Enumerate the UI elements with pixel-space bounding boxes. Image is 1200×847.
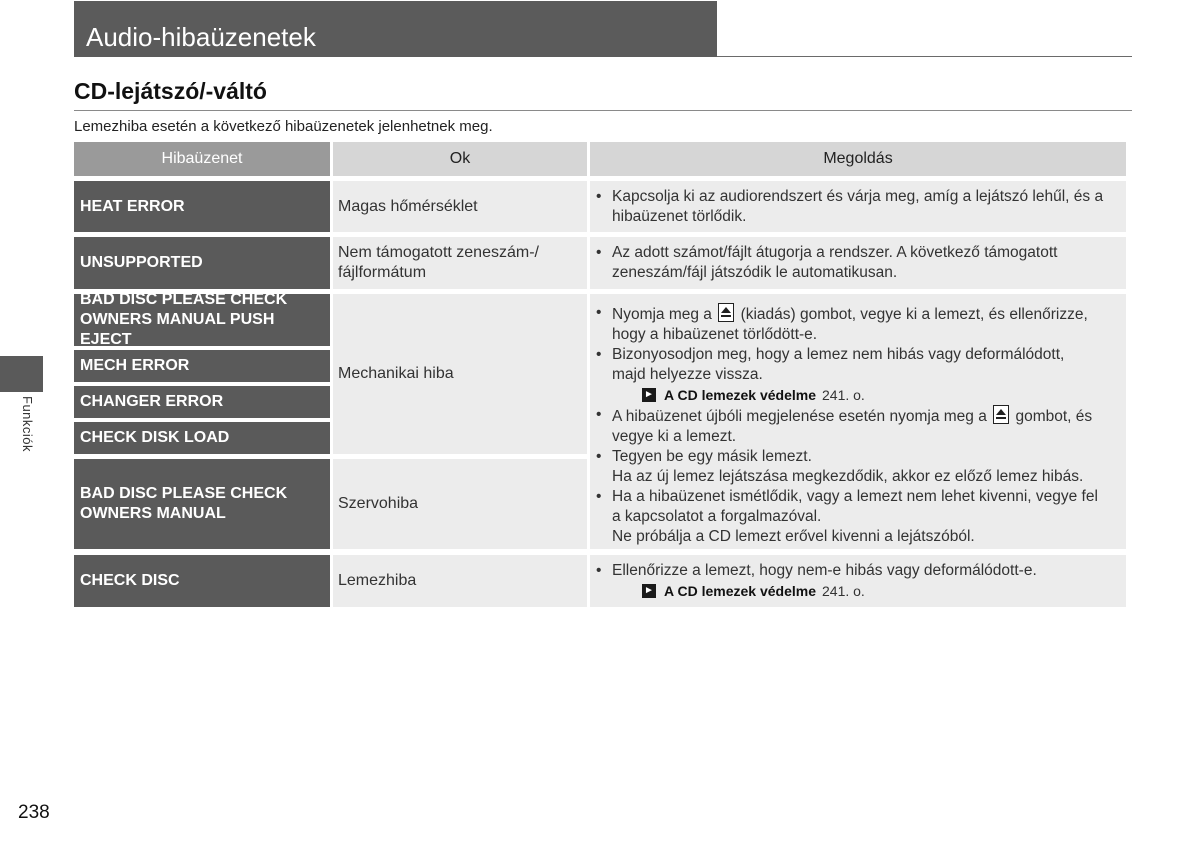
table-row-message: CHECK DISC — [74, 555, 330, 607]
table-row-message: HEAT ERROR — [74, 181, 330, 232]
eject-icon — [993, 405, 1009, 424]
table-row-message: CHANGER ERROR — [74, 386, 330, 418]
list-item: • Ha a hibaüzenet ismétlődik, vagy a lemezt nem lehet kivenni, vegye fel a kapcsolatot a forgalmazóval. Ne próbálja a CD lemezt erővel kivenni a lejátszóból. — [596, 488, 1098, 545]
table-row-cause: Nem támogatott zeneszám-/ fájlformátum — [333, 237, 587, 289]
section-title: CD-lejátszó/-váltó — [74, 78, 267, 104]
reference-arrow-icon: ► — [642, 584, 656, 598]
chapter-label: Funkciók — [20, 396, 35, 453]
table-row-cause: Mechanikai hiba — [333, 294, 587, 454]
table-row-solution — [590, 181, 1126, 232]
reference-link[interactable]: ► A CD lemezek védelme 241. o. — [596, 385, 1126, 405]
table-row-message: MECH ERROR — [74, 350, 330, 382]
chapter-tab — [0, 356, 43, 392]
table-row-cause: Szervohiba — [333, 459, 587, 549]
page-title: Audio-hibaüzenetek — [86, 22, 316, 52]
reference-link[interactable]: ► A CD lemezek védelme 241. o. — [596, 581, 1126, 601]
table-row-solution — [590, 237, 1126, 289]
table-row-message: BAD DISC PLEASE CHECK OWNERS MANUAL — [74, 459, 330, 549]
list-item: • Bizonyosodjon meg, hogy a lemez nem hibás vagy deformálódott, majd helyezze vissza. — [596, 346, 1065, 383]
header-rule — [717, 56, 1132, 57]
list-item: • Kapcsolja ki az audiorendszert és várja meg, amíg a lejátszó lehűl, és a hibaüzenet törlődik. — [596, 188, 1104, 225]
list-item: • Ellenőrizze a lemezt, hogy nem-e hibás vagy deformálódott-e. — [596, 562, 1037, 579]
table-row-message: BAD DISC PLEASE CHECK OWNERS MANUAL PUSH EJECT — [74, 294, 330, 346]
list-item: • A hibaüzenet újbóli megjelenése esetén nyomja meg a gombot, és vegye ki a lemezt. — [596, 406, 1093, 445]
reference-arrow-icon: ► — [642, 388, 656, 402]
shared-solution-cell — [590, 294, 1126, 549]
table-row-cause: Magas hőmérséklet — [333, 181, 587, 232]
list-item: • Az adott számot/fájlt átugorja a rendszer. A következő támogatott zeneszám/fájl játszódik le automatikusan. — [596, 244, 1058, 281]
section-rule — [74, 110, 1132, 111]
list-item: • Tegyen be egy másik lemezt. Ha az új lemez lejátszása megkezdődik, akkor ez előző lemez hibás. — [596, 448, 1084, 485]
page-number: 238 — [18, 802, 50, 823]
list-item: • Nyomja meg a (kiadás) gombot, vegye ki a lemezt, és ellenőrizze, hogy a hibaüzenet törlődött-e. — [596, 304, 1088, 343]
intro-text: Lemezhiba esetén a következő hibaüzenetek jelenhetnek meg. — [74, 118, 493, 135]
eject-icon — [718, 303, 734, 322]
table-row-message: CHECK DISK LOAD — [74, 422, 330, 454]
header-message: Hibaüzenet — [74, 142, 330, 176]
table-row-solution — [590, 555, 1126, 607]
header-cause: Ok — [333, 142, 587, 176]
page-header-bar — [74, 1, 717, 57]
table-row-message: UNSUPPORTED — [74, 237, 330, 289]
table-row-cause: Lemezhiba — [333, 555, 587, 607]
header-solution: Megoldás — [590, 142, 1126, 176]
